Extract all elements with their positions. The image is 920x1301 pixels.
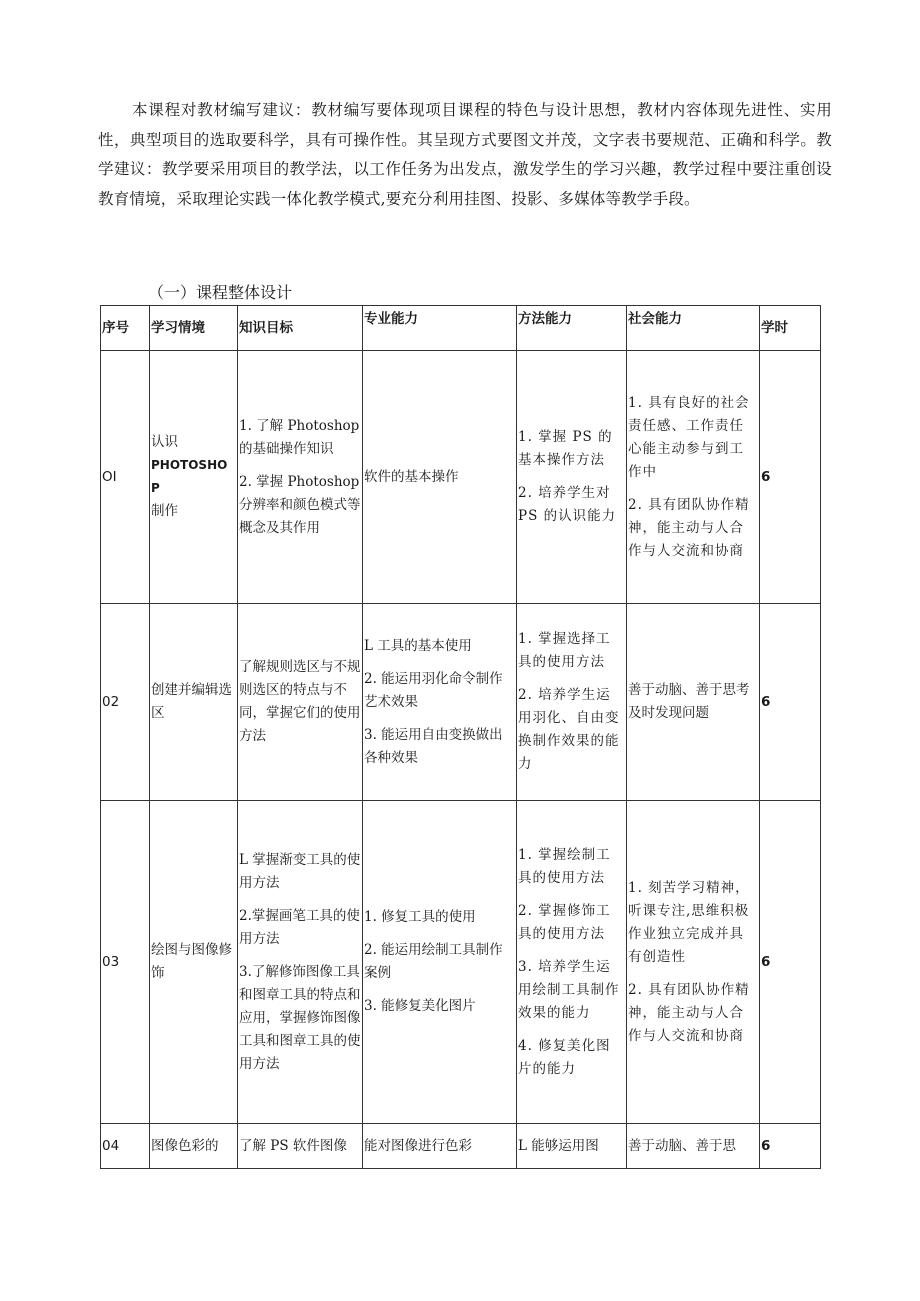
table-row	[101, 604, 821, 801]
row-method: 1. 掌握 PS 的基本操作方法 2. 培养学生对 PS 的认识能力	[517, 351, 627, 604]
row-seq: OI	[101, 351, 150, 604]
row-professional: 软件的基本操作	[363, 351, 517, 604]
situation-term: PHOTOSHOP	[151, 458, 228, 495]
row-method: 1. 掌握绘制工具的使用方法 2. 掌握修饰工具的使用方法 3. 培养学生运用绘制工具制作效果的能力 4. 修复美化图片的能力	[517, 801, 627, 1124]
row-knowledge: 了解 PS 软件图像	[238, 1124, 363, 1169]
header-situation: 学习情境	[150, 306, 238, 351]
row-situation: 创建并编辑选区	[150, 604, 238, 801]
row-seq: 02	[101, 604, 150, 801]
row-social: 善于动脑、善于思	[627, 1124, 760, 1169]
course-design-table	[100, 305, 821, 1169]
row-social: 1. 刻苦学习精神，听课专注,思维积极作业独立完成并具有创造性 2. 具有团队协作精神，能主动与人合作与人交流和协商	[627, 801, 760, 1124]
row-knowledge: L 掌握渐变工具的使用方法 2.掌握画笔工具的使用方法 3.了解修饰图像工具和图章工具的特点和应用，掌握修饰图像工具和图章工具的使用方法	[238, 801, 363, 1124]
row-situation: 绘图与图像修饰	[150, 801, 238, 1124]
header-professional: 专业能力	[363, 306, 517, 351]
header-knowledge: 知识目标	[238, 306, 363, 351]
header-seq: 序号	[101, 306, 150, 351]
row-situation: 图像色彩的	[150, 1124, 238, 1169]
row-situation: 认识 PHOTOSHOP 制作	[150, 351, 238, 604]
row-professional: 1. 修复工具的使用 2. 能运用绘制工具制作案例 3. 能修复美化图片	[363, 801, 517, 1124]
table-header-row	[101, 306, 821, 351]
row-seq: 03	[101, 801, 150, 1124]
section-heading: （一）课程整体设计	[148, 283, 293, 302]
row-knowledge: 1. 了解 Photoshop 的基础操作知识 2. 掌握 Photoshop 分辨率和颜色模式等概念及其作用	[238, 351, 363, 604]
table-row	[101, 1124, 821, 1169]
intro-paragraph: 本课程对教材编写建议：教材编写要体现项目课程的特色与设计思想，教材内容体现先进性、实用性，典型项目的选取要科学，具有可操作性。其呈现方式要图文并茂，文字表书要规范、正确和科学。教学建议：教学要采用项目的教学法，以工作任务为出发点，激发学生的学习兴趣，教学过程中要注重创设教育情境，采取理论实践一体化教学模式,要充分利用挂图、投影、多媒体等教学手段。	[98, 101, 832, 208]
header-hours: 学时	[760, 306, 821, 351]
row-hours: 6	[760, 351, 821, 604]
row-professional: 能对图像进行色彩	[363, 1124, 517, 1169]
table-row	[101, 801, 821, 1124]
row-method: L 能够运用图	[517, 1124, 627, 1169]
row-knowledge: 了解规则选区与不规则选区的特点与不同，掌握它们的使用方法	[238, 604, 363, 801]
row-hours: 6	[760, 801, 821, 1124]
row-seq: 04	[101, 1124, 150, 1169]
row-professional: L 工具的基本使用 2. 能运用羽化命令制作艺术效果 3. 能运用自由变换做出各种效果	[363, 604, 517, 801]
row-hours: 6	[760, 1124, 821, 1169]
row-method: 1. 掌握选择工具的使用方法 2. 培养学生运用羽化、自由变换制作效果的能力	[517, 604, 627, 801]
table-row	[101, 351, 821, 604]
header-method: 方法能力	[517, 306, 627, 351]
row-social: 1. 具有良好的社会责任感、工作责任心能主动参与到工作中 2. 具有团队协作精神，能主动与人合作与人交流和协商	[627, 351, 760, 604]
header-social: 社会能力	[627, 306, 760, 351]
row-social: 善于动脑、善于思考及时发现问题	[627, 604, 760, 801]
row-hours: 6	[760, 604, 821, 801]
